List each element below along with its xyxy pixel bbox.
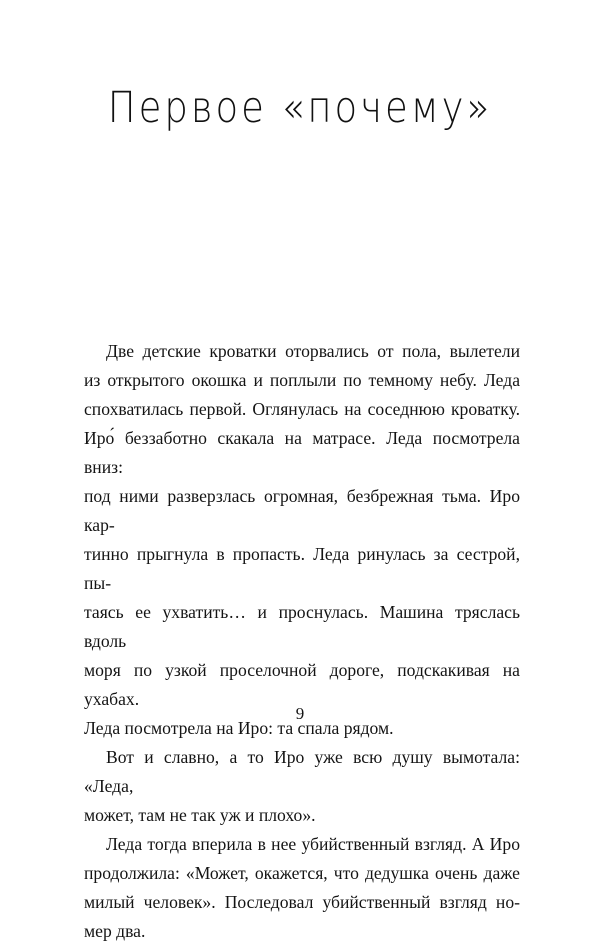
text-line: моря по узкой проселочной дороге, подскакивая на ухабах. <box>84 660 520 709</box>
text-line: таясь ее ухватить… и проснулась. Машина тряслась вдоль <box>84 602 520 651</box>
text-line: Иро́ беззаботно скакала на матрасе. Леда посмотрела вниз: <box>84 428 520 477</box>
text-line: Леда тогда вперила в нее убийственный взгляд. А Иро <box>106 834 520 854</box>
page-number: 9 <box>295 704 305 723</box>
text-line: Леда посмотрела на Иро: та спала рядом. <box>84 718 394 738</box>
text-line: милый человек». Последовал убийственный взгляд но- <box>84 892 520 912</box>
text-line: мер два. <box>84 921 146 941</box>
text-line: Вот и славно, а то Иро уже всю душу вымотала: «Леда, <box>84 747 520 796</box>
text-line: под ними разверзлась огромная, безбрежная тьма. Иро кар- <box>84 486 520 535</box>
text-line: тинно прыгнула в пропасть. Леда ринулась за сестрой, пы- <box>84 544 520 593</box>
text-line: спохватилась первой. Оглянулась на соседнюю кроватку. <box>84 399 520 419</box>
text-line: из открытого окошка и поплыли по темному небу. Леда <box>84 370 520 390</box>
text-line: может, там не так уж и плохо». <box>84 805 316 825</box>
text-line: Две детские кроватки оторвались от пола, вылетели <box>106 341 520 361</box>
chapter-title: Первое «почему» <box>107 82 493 133</box>
chapter-body <box>84 337 520 946</box>
text-line: продолжила: «Может, окажется, что дедушка очень даже <box>84 863 520 883</box>
